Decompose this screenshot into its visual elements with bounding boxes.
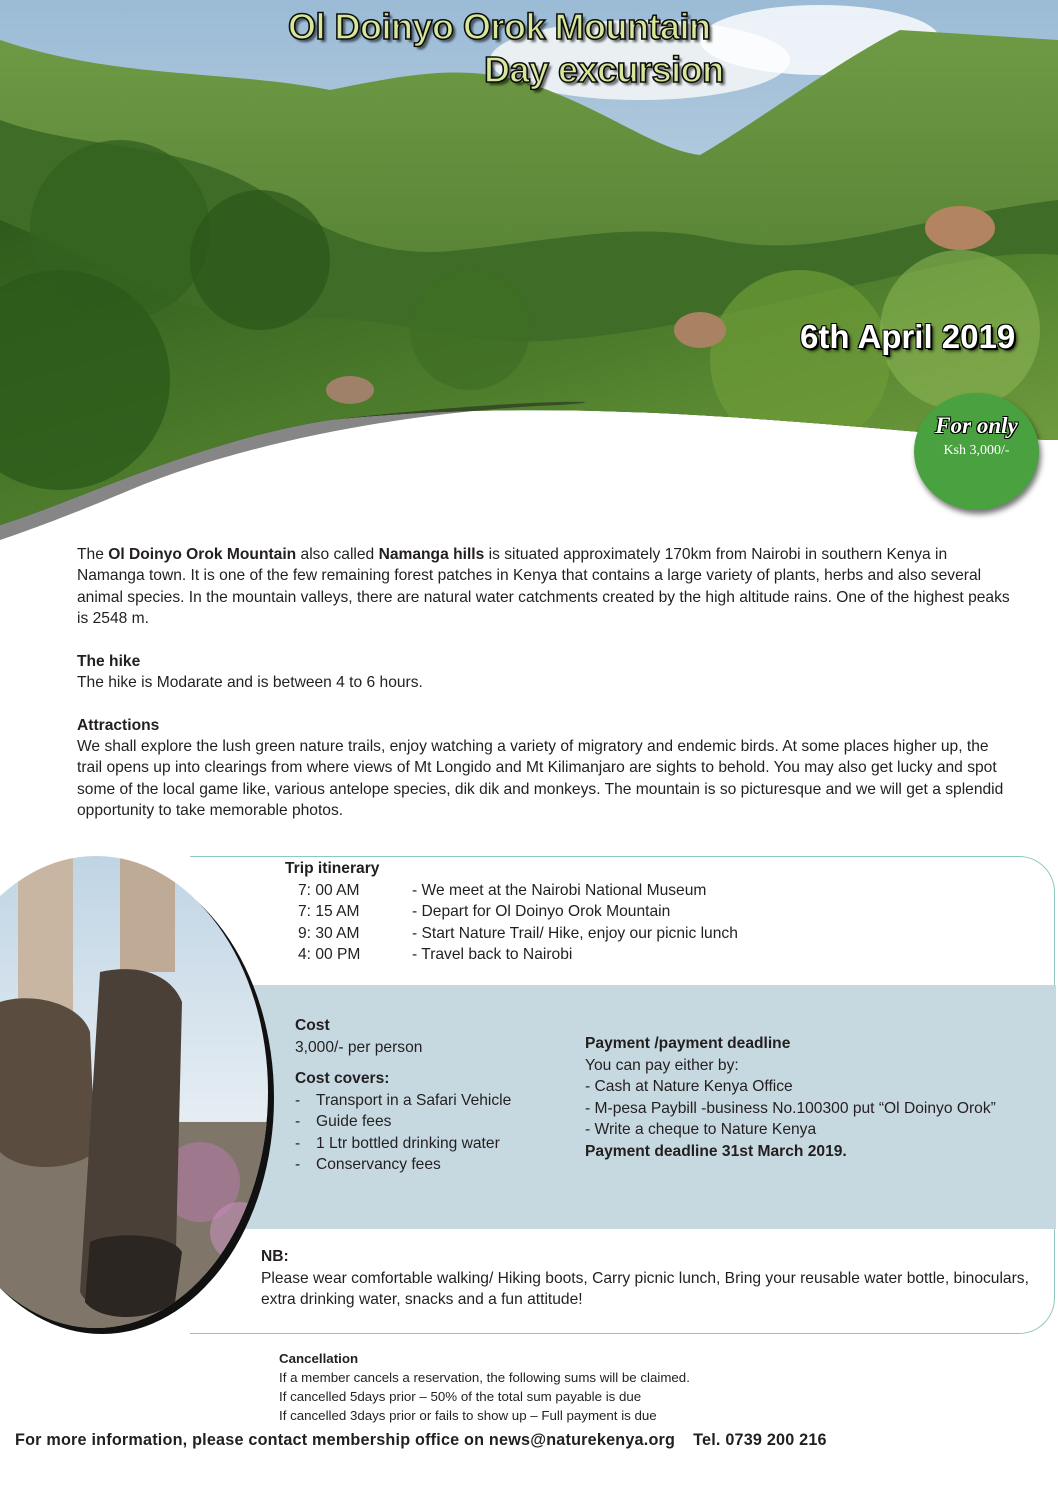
cancellation-line: If cancelled 3days prior or fails to show up – Full payment is due (279, 1408, 657, 1423)
intro-text-2: also called (296, 546, 379, 563)
payment-heading: Payment /payment deadline (585, 1035, 791, 1052)
itinerary-heading: Trip itinerary (285, 860, 380, 877)
footer-contact (15, 1431, 827, 1450)
itinerary-desc: - Start Nature Trail/ Hike, enjoy our picnic lunch (412, 924, 738, 942)
title-line-2: Day excursion (484, 49, 724, 90)
cover-item: Guide fees (316, 1113, 392, 1130)
itinerary-row (285, 944, 738, 965)
payment-section (585, 1033, 1055, 1162)
intro-paragraph (77, 544, 1017, 630)
hike-heading: The hike (77, 653, 141, 670)
cost-covers-list (295, 1090, 511, 1176)
bullet: - (295, 1091, 301, 1109)
cover-item: Conservancy fees (316, 1156, 441, 1173)
payment-option: - Write a cheque to Nature Kenya (585, 1121, 817, 1138)
hiking-boot-photo (0, 852, 276, 1334)
cancellation-heading: Cancellation (279, 1351, 359, 1366)
intro-bold-mountain: Ol Doinyo Orok Mountain (108, 546, 297, 563)
itinerary-section (285, 860, 738, 965)
list-item (295, 1090, 511, 1112)
attractions-heading: Attractions (77, 717, 160, 734)
bullet: - (295, 1156, 301, 1173)
hike-text: The hike is Modarate and is between 4 to 6 hours. (77, 674, 423, 691)
intro-text-1: The (77, 546, 109, 563)
attractions-text: We shall explore the lush green nature trails, enjoy watching a variety of migratory and endemic birds. At some places higher up, the trail opens up into clearings from where views of Mt Longido and Mt Kilimanjaro are sights to behold. You may also get lucky and spot some of the local game like, various antelope species, dik dik and monkeys. The mountain is so picturesque and we will get a splendid opportunity to take memorable photos. (77, 738, 1004, 820)
itinerary-desc: - Travel back to Nairobi (412, 945, 573, 963)
payment-option: - Cash at Nature Kenya Office (585, 1078, 793, 1095)
itinerary-row (285, 923, 738, 944)
title-line-1: Ol Doinyo Orok Mountain (288, 6, 711, 47)
itinerary-time: 7: 00 AM (298, 882, 360, 899)
payment-deadline: Payment deadline 31st March 2019. (585, 1142, 847, 1160)
price-amount: Ksh 3,000/- (943, 443, 1010, 458)
price-prefix: For only (935, 413, 1018, 438)
hike-section (77, 651, 1017, 693)
list-item (295, 1111, 511, 1133)
itinerary-time: 7: 15 AM (298, 903, 360, 921)
nb-heading: NB: (261, 1248, 289, 1265)
cancellation-line: If cancelled 5days prior – 50% of the total sum payable is due (279, 1389, 642, 1404)
price-badge (914, 393, 1039, 510)
cost-covers-heading: Cost covers: (295, 1070, 390, 1087)
cover-item: 1 Ltr bottled drinking water (316, 1134, 500, 1152)
nb-section (261, 1246, 1041, 1311)
itinerary-time: 4: 00 PM (298, 945, 361, 963)
event-date: 6th April 2019 (800, 318, 1016, 355)
bullet: - (295, 1113, 301, 1130)
cancellation-section (279, 1349, 690, 1425)
payment-intro: You can pay either by: (585, 1056, 739, 1074)
itinerary-desc: - Depart for Ol Doinyo Orok Mountain (412, 903, 671, 921)
cost-amount: 3,000/- per person (295, 1038, 423, 1056)
nb-text: Please wear comfortable walking/ Hiking boots, Carry picnic lunch, Bring your reusable water bottle, binoculars, extra drinking water, snacks and a fun attitude! (261, 1269, 1029, 1308)
hero-banner (0, 0, 1058, 540)
itinerary-row (285, 880, 738, 901)
itinerary-time: 9: 30 AM (298, 924, 360, 942)
payment-option: - M-pesa Paybill -business No.100300 put “Ol Doinyo Orok” (585, 1099, 996, 1117)
contact-text: For more information, please contact membership office on news@naturekenya.org (15, 1431, 676, 1449)
itinerary-desc: - We meet at the Nairobi National Museum (412, 882, 707, 899)
itinerary-row (285, 901, 738, 922)
list-item (295, 1133, 511, 1155)
bullet: - (295, 1134, 301, 1152)
cost-heading: Cost (295, 1017, 330, 1034)
intro-bold-hills: Namanga hills (378, 546, 485, 563)
cover-item: Transport in a Safari Vehicle (316, 1091, 512, 1109)
cancellation-line: If a member cancels a reservation, the following sums will be claimed. (279, 1370, 690, 1385)
telephone: Tel. 0739 200 216 (693, 1431, 827, 1449)
attractions-section (77, 715, 1017, 822)
intro-text-3: is situated approximately 170km from Nairobi in southern Kenya in Namanga town. It is one of the few remaining forest patches in Kenya that contains a large variety of plants, herbs and also several animal species. In the mountain valleys, there are natural water catchments created by the high altitude rains. One of the highest peaks is 2548 m. (77, 546, 1010, 628)
list-item (295, 1154, 511, 1176)
cost-section (295, 1015, 511, 1176)
